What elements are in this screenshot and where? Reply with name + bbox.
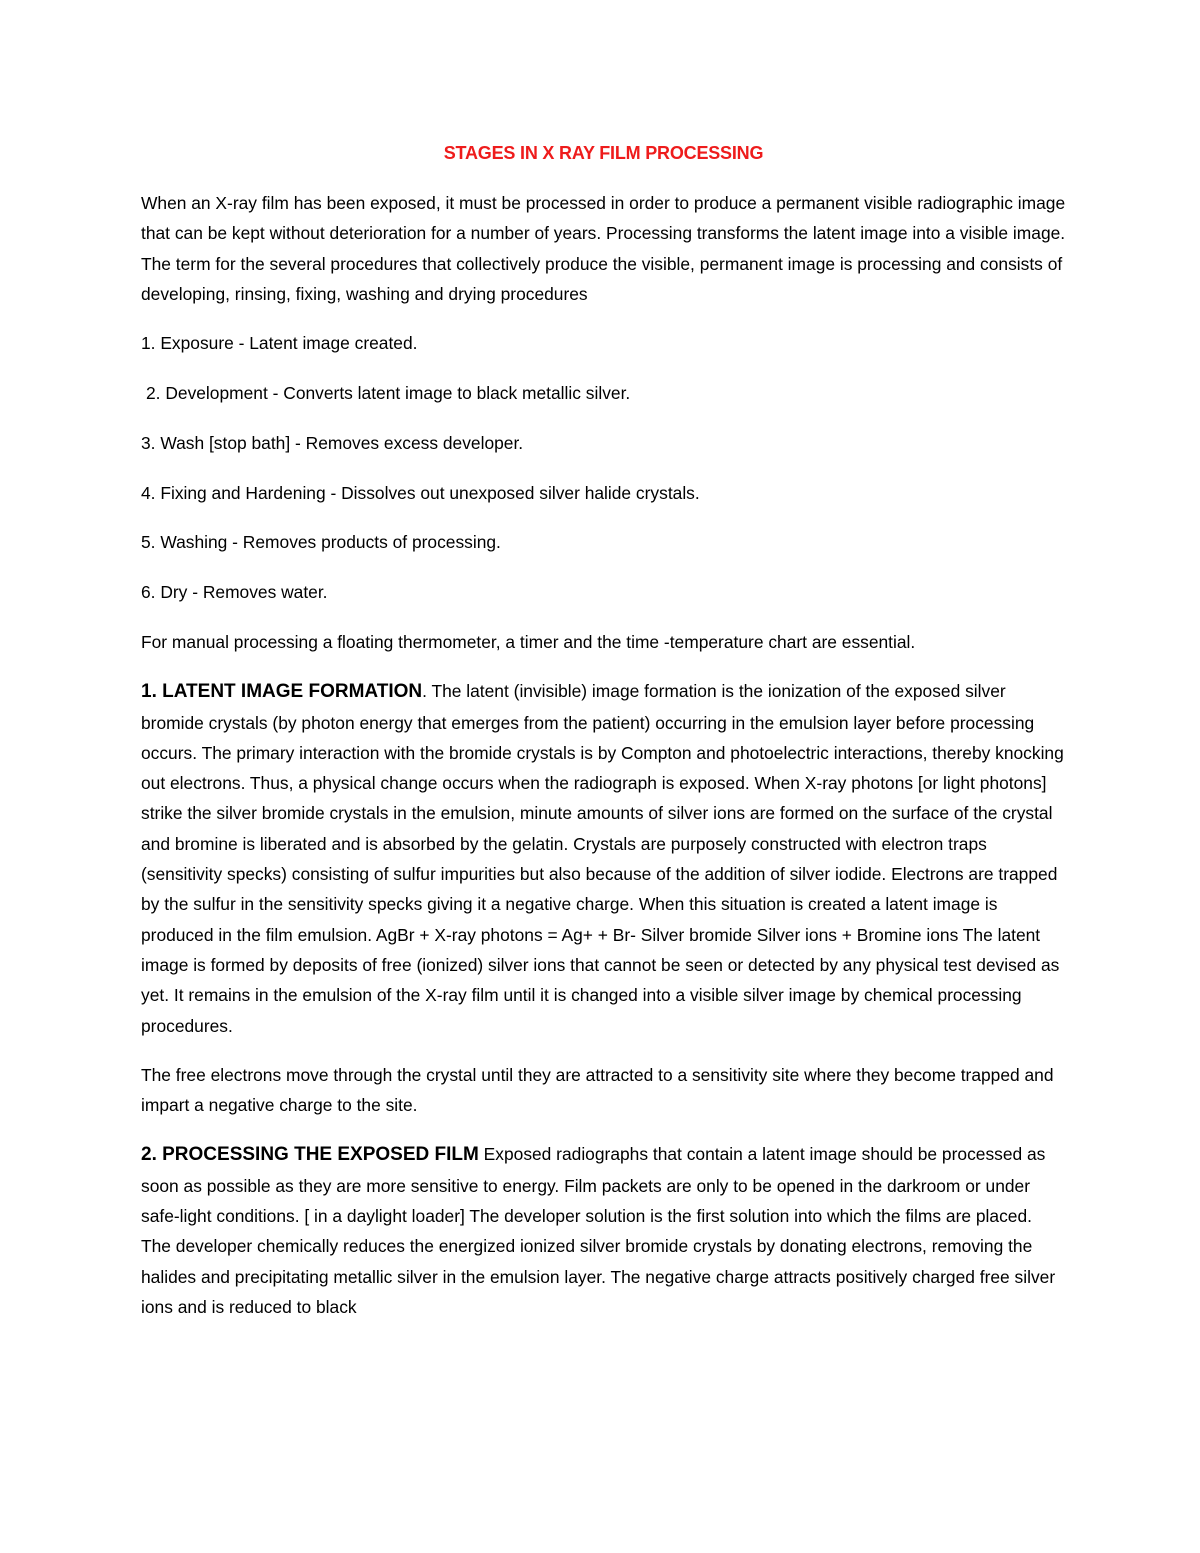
step-item-washing: 5. Washing - Removes products of processing. (141, 532, 501, 553)
section-body-processing: Exposed radiographs that contain a latent image should be processed as soon as possible as they are more sensitive to energy. Film packets are only to be opened in the darkroom or under safe-light conditions. [ in a daylight loader] The developer solution is the first solution into which the films are placed. The developer chemically reduces the energized ionized silver bromide crystals by donating electrons, removing the halides and precipitating metallic silver in the emulsion layer. The negative charge attracts positively charged free silver ions and is reduced to black (141, 1144, 1056, 1317)
free-electrons-paragraph: The free electrons move through the crystal until they are attracted to a sensitivity site where they become trapped and impart a negative charge to the site. (141, 1064, 1054, 1116)
section-heading-processing: 2. PROCESSING THE EXPOSED FILM (141, 1144, 479, 1166)
intro-paragraph: When an X-ray film has been exposed, it must be processed in order to produce a permanent visible radiographic image that can be kept without deterioration for a number of years. Processing transforms the latent image into a visible image. The term for the several procedures that collectively produce the visible, permanent image is processing and consists of developing, rinsing, fixing, washing and drying procedures (141, 193, 1066, 304)
section-latent-image (141, 676, 1066, 1041)
step-item-development: 2. Development - Converts latent image to black metallic silver. (146, 382, 631, 403)
section-heading-latent-image: 1. LATENT IMAGE FORMATION (141, 681, 423, 703)
document-page (141, 138, 1066, 1341)
section-processing (141, 1139, 1066, 1322)
step-item-exposure: 1. Exposure - Latent image created. (141, 333, 418, 354)
document-title: STAGES IN X RAY FILM PROCESSING (443, 143, 764, 163)
step-item-dry: 6. Dry - Removes water. (141, 582, 328, 603)
step-item-wash: 3. Wash [stop bath] - Removes excess developer. (141, 432, 524, 453)
manual-processing-note: For manual processing a floating thermometer, a timer and the time -temperature chart are essential. (141, 631, 916, 652)
section-body-latent-image: . The latent (invisible) image formation is the ionization of the exposed silver bromide crystals (by photon energy that emerges from the patient) occurring in the emulsion layer before processing occurs. The primary interaction with the bromide crystals is by Compton and photoelectric interactions, thereby knocking out electrons. Thus, a physical change occurs when the radiograph is exposed. When X-ray photons [or light photons] strike the silver bromide crystals in the emulsion, minute amounts of silver ions are formed on the surface of the crystal and bromine is liberated and is absorbed by the gelatin. Crystals are purposely constructed with electron traps (sensitivity specks) consisting of sulfur impurities but also because of the addition of silver iodide. Electrons are trapped by the sulfur in the sensitivity specks giving it a negative charge. When this situation is created a latent image is produced in the film emulsion. AgBr + X-ray photons = Ag+ + Br- Silver bromide Silver ions + Bromine ions The latent image is formed by deposits of free (ionized) silver ions that cannot be seen or detected by any physical test devised as yet. It remains in the emulsion of the X-ray film until it is changed into a visible silver image by chemical processing procedures. (141, 681, 1064, 1036)
step-item-fixing: 4. Fixing and Hardening - Dissolves out unexposed silver halide crystals. (141, 482, 700, 503)
